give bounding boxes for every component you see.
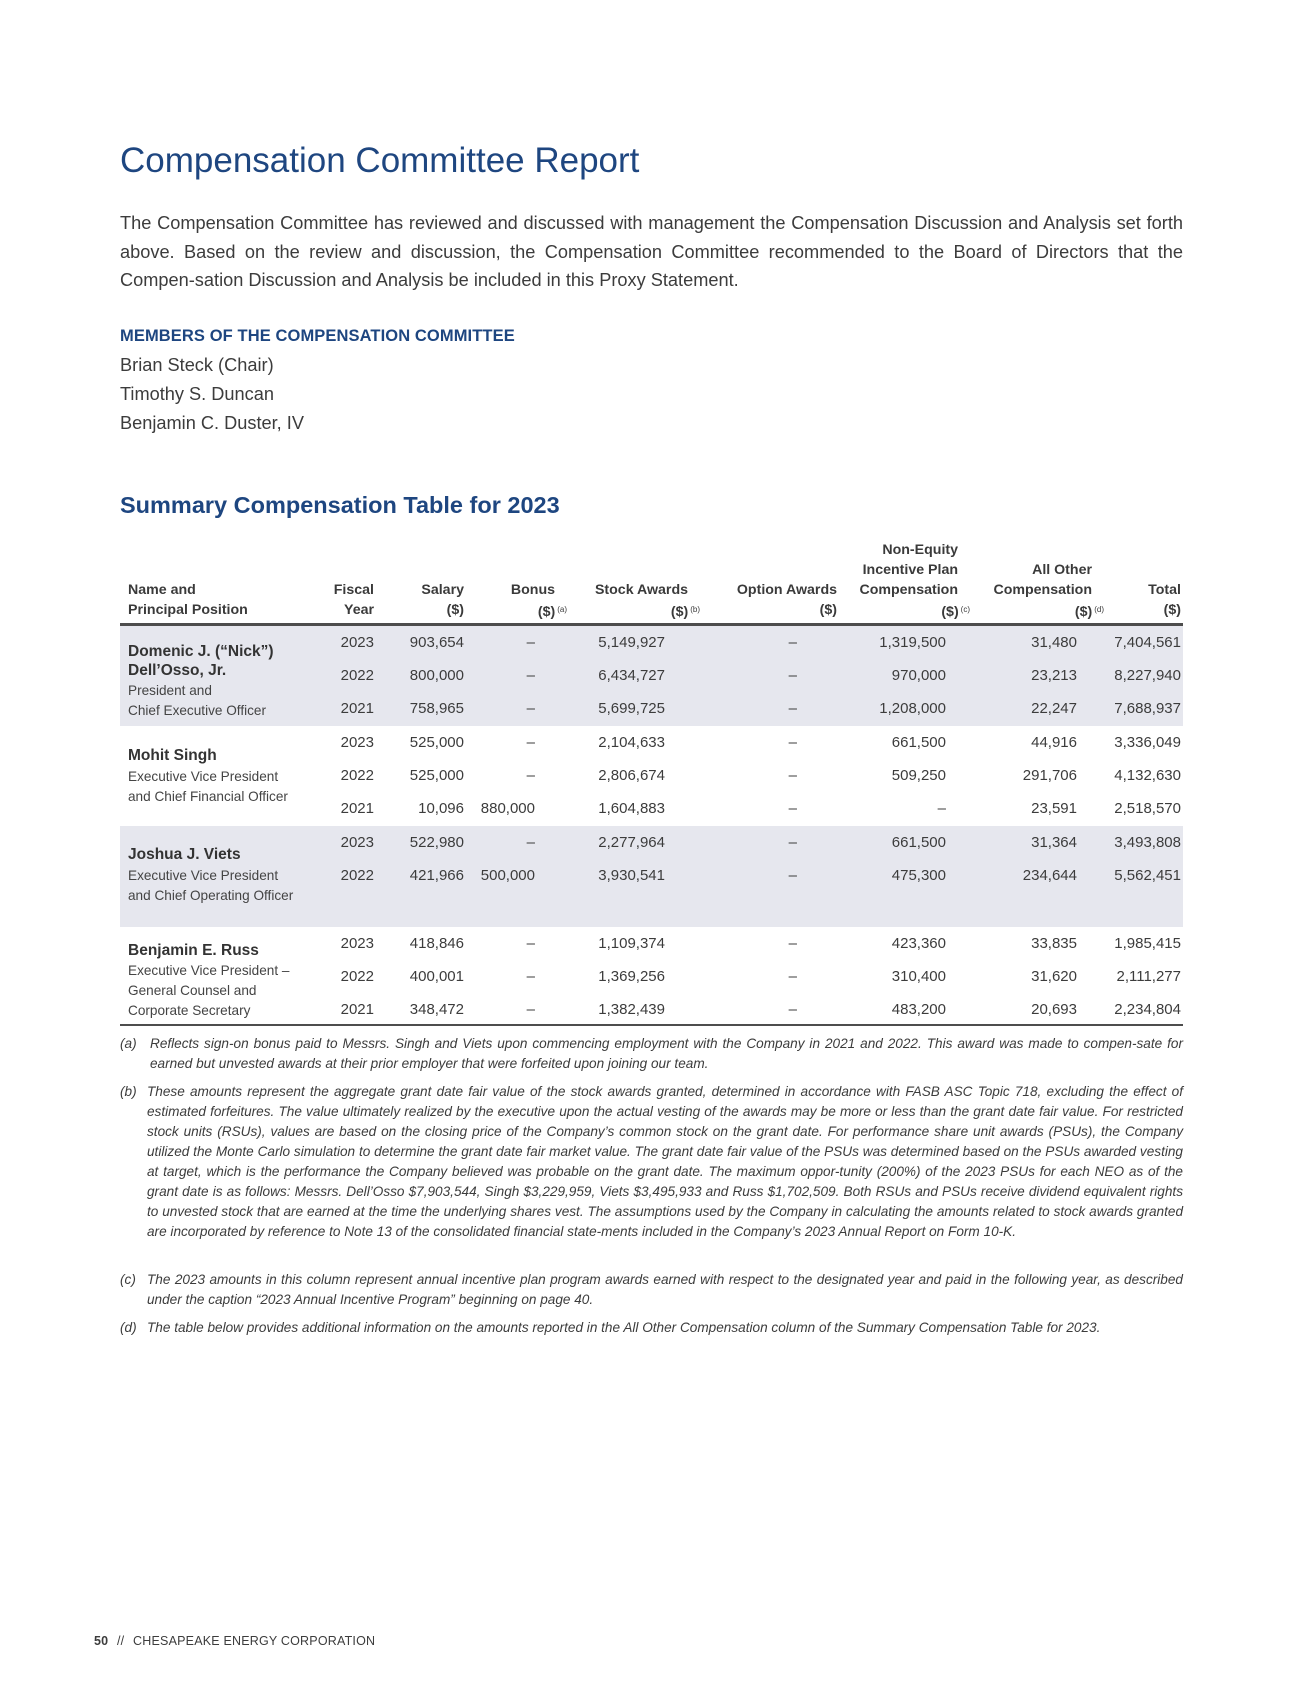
footnote: [120, 1270, 1183, 1310]
cell-nonequity: 970,000: [891, 667, 946, 684]
cell-option: –: [788, 667, 797, 684]
cell-year: 2022: [340, 968, 374, 985]
cell-bonus: –: [526, 767, 535, 784]
cell-nonequity: 483,200: [891, 1001, 946, 1018]
executive-position: Executive Vice President: [128, 769, 279, 784]
executive-name: Mohit Singh: [128, 747, 217, 764]
table-bottom-rule: [120, 1024, 1183, 1026]
cell-salary: 525,000: [409, 767, 464, 784]
header-all-other: All Other Compensation ($) $^{(d)}$: [993, 562, 1104, 620]
cell-year: 2021: [340, 1001, 374, 1018]
cell-total: 7,688,937: [1114, 700, 1181, 717]
footnote: [120, 1318, 1183, 1338]
footnote: [120, 1082, 1183, 1242]
cell-option: –: [788, 634, 797, 651]
cell-stock: 5,699,725: [598, 700, 665, 717]
cell-total: 2,111,277: [1116, 968, 1181, 985]
footnote-label: (c): [120, 1272, 136, 1287]
cell-option: –: [788, 935, 797, 952]
cell-total: 3,336,049: [1114, 734, 1181, 751]
cell-salary: 800,000: [409, 667, 464, 684]
committee-member: Timothy S. Duncan: [120, 384, 274, 404]
cell-option: –: [788, 834, 797, 851]
cell-year: 2023: [340, 935, 374, 952]
header-total: Total ($): [1148, 582, 1181, 618]
cell-other: 23,591: [1031, 800, 1077, 817]
cell-bonus: –: [526, 1001, 535, 1018]
footer-company: CHESAPEAKE ENERGY CORPORATION: [133, 1634, 376, 1648]
cell-salary: 418,846: [409, 935, 464, 952]
header-name: Name and Principal Position: [128, 582, 248, 618]
cell-bonus: –: [526, 834, 535, 851]
cell-total: 4,132,630: [1114, 767, 1181, 784]
executive-position: Executive Vice President: [128, 868, 279, 883]
cell-stock: 5,149,927: [598, 634, 665, 651]
executive-position: General Counsel and: [128, 983, 257, 998]
executive-position: Chief Executive Officer: [128, 703, 267, 718]
cell-salary: 903,654: [409, 634, 464, 651]
cell-year: 2023: [340, 734, 374, 751]
cell-total: 2,234,804: [1114, 1001, 1181, 1018]
cell-other: 291,706: [1022, 767, 1077, 784]
cell-nonequity: 661,500: [891, 734, 946, 751]
executive-name: Domenic J. (“Nick”): [128, 643, 274, 660]
footnote-text: These amounts represent the aggregate grant date fair value of the stock awards granted, determined in accordance with FASB ASC Topic 718, excluding the effect of estimated forfeitures. The value ultimately realized by the executive upon the actual vesting of the awards may be more or less than the grant date fair value. For restricted stock units (RSUs), values are based on the closing price of the Company’s common stock on the grant date. For performance share unit awards (PSUs), the Company utilized the Monte Carlo simulation to determine the grant date fair market value. The grant date fair value of the PSUs was determined based on the PSUs awarded vesting at target, which is the performance the Company believed was probable on the grant date. The maximum oppor-tunity (200%) of the 2023 PSUs for each NEO as of the grant date is as follows: Messrs. Dell’Osso $7,903,544, Singh $3,229,959, Viets $3,495,933 and Russ $1,702,509. Both RSUs and PSUs receive dividend equivalent rights to unvested stock that are earned at the time the underlying shares vest. The assumptions used by the Company in calculating the amounts related to stock awards granted are incorporated by reference to Note 13 of the consolidated financial state-ments included in the Company’s 2023 Annual Report on Form 10-K.: [147, 1084, 1183, 1239]
cell-stock: 1,109,374: [598, 935, 665, 952]
cell-bonus: –: [526, 700, 535, 717]
cell-year: 2022: [340, 667, 374, 684]
cell-other: 234,644: [1022, 867, 1077, 884]
members-heading: MEMBERS OF THE COMPENSATION COMMITTEE: [120, 327, 515, 345]
cell-other: 22,247: [1031, 700, 1077, 717]
cell-option: –: [788, 800, 797, 817]
executive-name: Dell’Osso, Jr.: [128, 662, 227, 679]
cell-salary: 421,966: [409, 867, 464, 884]
cell-option: –: [788, 867, 797, 884]
footnote: [120, 1034, 1183, 1074]
cell-bonus: –: [526, 667, 535, 684]
cell-bonus: 500,000: [480, 867, 535, 884]
cell-stock: 3,930,541: [598, 867, 665, 884]
cell-option: –: [788, 1001, 797, 1018]
executive-position: President and: [128, 683, 212, 698]
cell-total: 5,562,451: [1114, 867, 1181, 884]
cell-year: 2022: [340, 767, 374, 784]
cell-nonequity: 1,319,500: [879, 634, 946, 651]
executive-position: Corporate Secretary: [128, 1003, 251, 1018]
cell-nonequity: 423,360: [891, 935, 946, 952]
executive-position: and Chief Financial Officer: [128, 789, 288, 804]
cell-other: 23,213: [1031, 667, 1077, 684]
cell-option: –: [788, 767, 797, 784]
cell-total: 8,227,940: [1114, 667, 1181, 684]
cell-salary: 758,965: [409, 700, 464, 717]
committee-member: Benjamin C. Duster, IV: [120, 413, 304, 433]
header-year: Fiscal Year: [333, 582, 374, 618]
footnote-label: (d): [120, 1320, 137, 1335]
table-title: Summary Compensation Table for 2023: [120, 492, 560, 518]
cell-bonus: –: [526, 968, 535, 985]
cell-other: 31,364: [1031, 834, 1077, 851]
cell-stock: 2,277,964: [598, 834, 665, 851]
footer-separator: //: [117, 1634, 125, 1648]
executive-name: Benjamin E. Russ: [128, 942, 259, 959]
executive-position: Executive Vice President –: [128, 963, 290, 978]
cell-total: 2,518,570: [1114, 800, 1181, 817]
cell-other: 44,916: [1031, 734, 1077, 751]
cell-nonequity: 661,500: [891, 834, 946, 851]
committee-member: Brian Steck (Chair): [120, 355, 274, 375]
footnote-label: (a): [120, 1036, 137, 1051]
footnote-text: The 2023 amounts in this column represent annual incentive plan program awards earned with respect to the designated year and paid in the following year, as described under the caption “2023 Annual Incentive Program” beginning on page 40.: [147, 1272, 1183, 1307]
report-body: The Compensation Committee has reviewed and discussed with management the Compensation Discussion and Analysis set forth above. Based on the review and discussion, the Compensation Committee recommended to the Board of Directors that the Compen-sation Discussion and Analysis be included in this Proxy Statement.: [120, 213, 1183, 290]
cell-other: 31,620: [1031, 968, 1077, 985]
cell-bonus: –: [526, 935, 535, 952]
cell-nonequity: 509,250: [891, 767, 946, 784]
cell-salary: 400,001: [409, 968, 464, 985]
footnote-label: (b): [120, 1084, 137, 1099]
cell-year: 2021: [340, 700, 374, 717]
cell-stock: 1,382,439: [598, 1001, 665, 1018]
cell-bonus: –: [526, 734, 535, 751]
cell-stock: 1,604,883: [598, 800, 665, 817]
cell-nonequity: 1,208,000: [879, 700, 946, 717]
cell-stock: 2,806,674: [598, 767, 665, 784]
cell-year: 2021: [340, 800, 374, 817]
cell-stock: 2,104,633: [598, 734, 665, 751]
cell-salary: 348,472: [409, 1001, 464, 1018]
cell-other: 31,480: [1031, 634, 1077, 651]
cell-option: –: [788, 700, 797, 717]
header-non-equity: Non-Equity Incentive Plan Compensation ($) $^{(c)}$: [859, 542, 970, 620]
page-footer: [94, 1634, 375, 1648]
header-option-awards: Option Awards ($): [736, 582, 837, 618]
executive-name: Joshua J. Viets: [128, 846, 241, 863]
cell-option: –: [788, 968, 797, 985]
cell-salary: 525,000: [409, 734, 464, 751]
cell-salary: 522,980: [409, 834, 464, 851]
header-stock-awards: Stock Awards ($) $^{(b)}$: [594, 582, 700, 620]
executive-position: and Chief Operating Officer: [128, 888, 294, 903]
cell-nonequity: 310,400: [891, 968, 946, 985]
cell-bonus: –: [526, 634, 535, 651]
cell-nonequity: –: [937, 800, 946, 817]
cell-year: 2023: [340, 834, 374, 851]
cell-salary: 10,096: [418, 800, 464, 817]
cell-other: 20,693: [1031, 1001, 1077, 1018]
cell-stock: 1,369,256: [598, 968, 665, 985]
cell-year: 2023: [340, 634, 374, 651]
cell-stock: 6,434,727: [598, 667, 665, 684]
cell-total: 3,493,808: [1114, 834, 1181, 851]
cell-option: –: [788, 734, 797, 751]
cell-nonequity: 475,300: [891, 867, 946, 884]
report-title: Compensation Committee Report: [120, 141, 640, 180]
cell-bonus: 880,000: [480, 800, 535, 817]
page-number: 50: [94, 1634, 109, 1648]
cell-total: 7,404,561: [1114, 634, 1181, 651]
cell-total: 1,985,415: [1114, 935, 1181, 952]
footnote-text: Reflects sign-on bonus paid to Messrs. Singh and Viets upon commencing employment with the Company in 2021 and 2022. This award was made to compen-sate for earned but unvested awards at their prior employer that were forfeited upon joining our team.: [150, 1036, 1183, 1071]
footnote-text: The table below provides additional information on the amounts reported in the All Other Compensation column of the Summary Compensation Table for 2023.: [147, 1320, 1101, 1335]
header-salary: Salary ($): [421, 582, 464, 618]
cell-year: 2022: [340, 867, 374, 884]
cell-other: 33,835: [1031, 935, 1077, 952]
header-bonus: Bonus ($) $^{(a)}$: [510, 582, 567, 620]
